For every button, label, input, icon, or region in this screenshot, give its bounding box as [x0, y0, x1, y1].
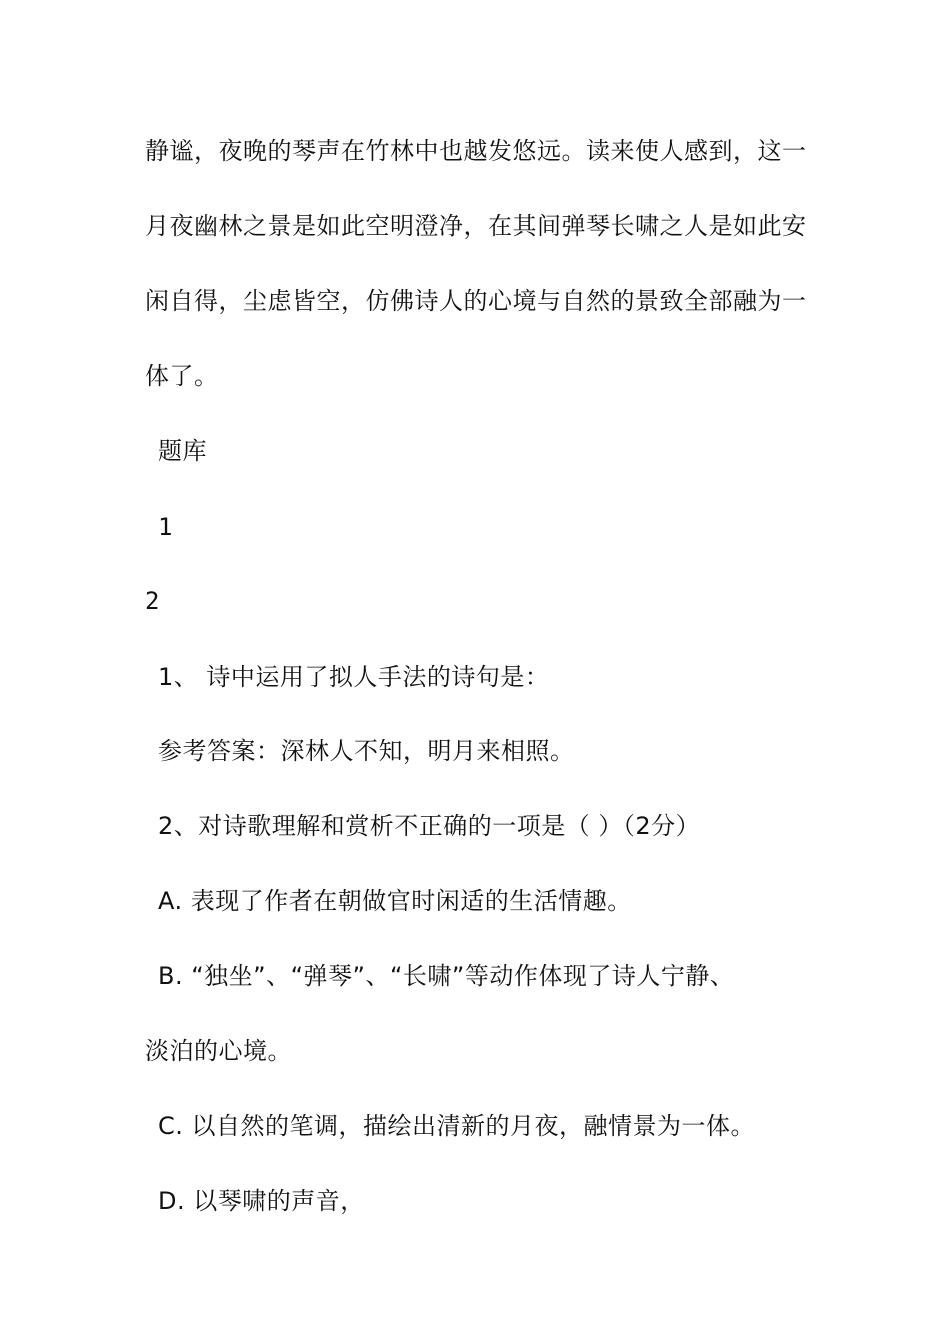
page-number-1: 1 [158, 513, 173, 541]
question-2: 2、对诗歌理解和赏析不正确的一项是（ ）（2分） [158, 812, 701, 840]
option-b-continuation: 淡泊的心境。 [145, 1037, 292, 1065]
paragraph-line-2: 月夜幽林之景是如此空明澄净，在其间弹琴长啸之人是如此安 [145, 212, 807, 240]
option-b: B. “独坐”、“弹琴”、“长啸”等动作体现了诗人宁静、 [158, 962, 735, 990]
option-a: A. 表现了作者在朝做官时闲适的生活情趣。 [158, 887, 632, 915]
option-c: C. 以自然的笔调，描绘出清新的月夜，融情景为一体。 [158, 1112, 756, 1140]
paragraph-line-3: 闲自得，尘虑皆空，仿佛诗人的心境与自然的景致全部融为一 [145, 287, 807, 315]
paragraph-line-1: 静谧，夜晚的琴声在竹林中也越发悠远。读来使人感到，这一 [145, 137, 807, 165]
question-1-answer: 参考答案：深林人不知，明月来相照。 [158, 737, 575, 765]
question-1: 1、 诗中运用了拟人手法的诗句是： [158, 663, 550, 691]
page-number-2: 2 [145, 587, 160, 615]
paragraph-line-4: 体了。 [145, 362, 219, 390]
option-d: D. 以琴啸的声音， [158, 1187, 365, 1215]
section-title: 题库 [158, 437, 207, 465]
